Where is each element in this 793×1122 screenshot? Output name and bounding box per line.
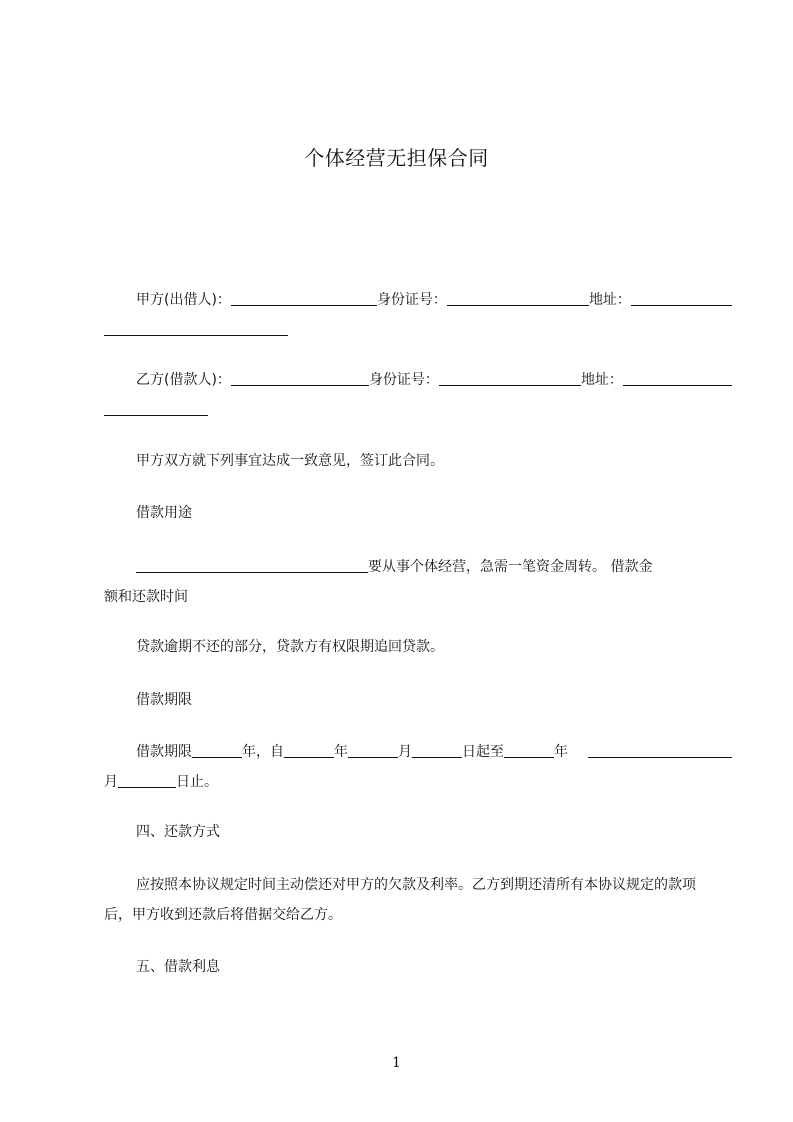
party-b-address-label: 地址： — [580, 372, 623, 388]
purpose-heading-block — [104, 498, 700, 528]
party-b-address-blank — [623, 384, 732, 386]
party-a-row — [104, 285, 732, 315]
section-heading-repayment: 四、还款方式 — [136, 824, 220, 840]
party-a-row-cont — [104, 315, 700, 345]
party-a-block — [104, 285, 700, 345]
purpose-row-cont — [104, 582, 700, 612]
overdue-text: 贷款逾期不还的部分，贷款方有权限期追回贷款。 — [136, 639, 444, 655]
party-a-id-label: 身份证号： — [376, 292, 447, 308]
purpose-block — [104, 552, 700, 612]
party-b-id-label: 身份证号： — [368, 372, 439, 388]
repayment-text: 应按照本协议规定时间主动偿还对甲方的欠款及利率。乙方到期还清所有本协议规定的款项后，甲方收到还款后将借据交给乙方。 — [104, 877, 696, 923]
party-a-address-blank — [631, 304, 732, 306]
end-year-text: 年 — [554, 744, 568, 760]
purpose-text-cont: 额和还款时间 — [104, 589, 188, 605]
party-a-address-blank-cont — [104, 334, 288, 336]
start-day-text: 日起至 — [462, 744, 504, 760]
repayment-paragraph — [104, 870, 700, 930]
end-month-blank — [588, 756, 732, 758]
overdue-paragraph — [104, 632, 700, 662]
party-b-address-blank-cont — [104, 414, 208, 416]
party-b-label: 乙方(借款人)： — [136, 372, 231, 388]
term-row-cont — [104, 767, 700, 797]
term-heading-block — [104, 685, 700, 715]
party-b-row — [104, 365, 732, 395]
page-number: 1 — [392, 1055, 401, 1071]
term-year-text: 年，自 — [242, 744, 284, 760]
purpose-text: 要从事个体经营，急需一笔资金周转。 借款金 — [368, 559, 653, 575]
term-label: 借款期限 — [136, 744, 192, 760]
start-day-blank — [412, 756, 462, 758]
term-block — [104, 737, 700, 797]
end-year-blank — [504, 756, 554, 758]
end-day-blank — [118, 786, 176, 788]
party-b-id-blank — [439, 384, 581, 386]
party-a-label: 甲方(出借人)： — [136, 292, 231, 308]
end-day-text: 日止。 — [176, 774, 218, 790]
start-month-text: 月 — [398, 744, 412, 760]
section-heading-term: 借款期限 — [136, 692, 192, 708]
interest-heading-block — [104, 952, 700, 982]
agreement-paragraph — [104, 446, 700, 476]
borrower-name-blank — [136, 571, 368, 573]
start-year-blank — [284, 756, 334, 758]
purpose-row — [104, 552, 732, 582]
party-b-row-cont — [104, 395, 700, 425]
start-year-text: 年 — [334, 744, 348, 760]
party-a-address-label: 地址： — [588, 292, 631, 308]
party-a-id-blank — [447, 304, 589, 306]
section-heading-interest: 五、借款利息 — [136, 959, 220, 975]
term-row — [104, 737, 732, 767]
party-b-name-blank — [231, 384, 369, 386]
section-heading-purpose: 借款用途 — [136, 505, 192, 521]
party-a-name-blank — [231, 304, 377, 306]
term-years-blank — [192, 756, 242, 758]
end-month-text: 月 — [104, 774, 118, 790]
repayment-heading-block — [104, 817, 700, 847]
start-month-blank — [348, 756, 398, 758]
agreement-text: 甲方双方就下列事宜达成一致意见，签订此合同。 — [136, 453, 444, 469]
party-b-block — [104, 365, 700, 425]
document-title: 个体经营无担保合同 — [304, 146, 489, 170]
